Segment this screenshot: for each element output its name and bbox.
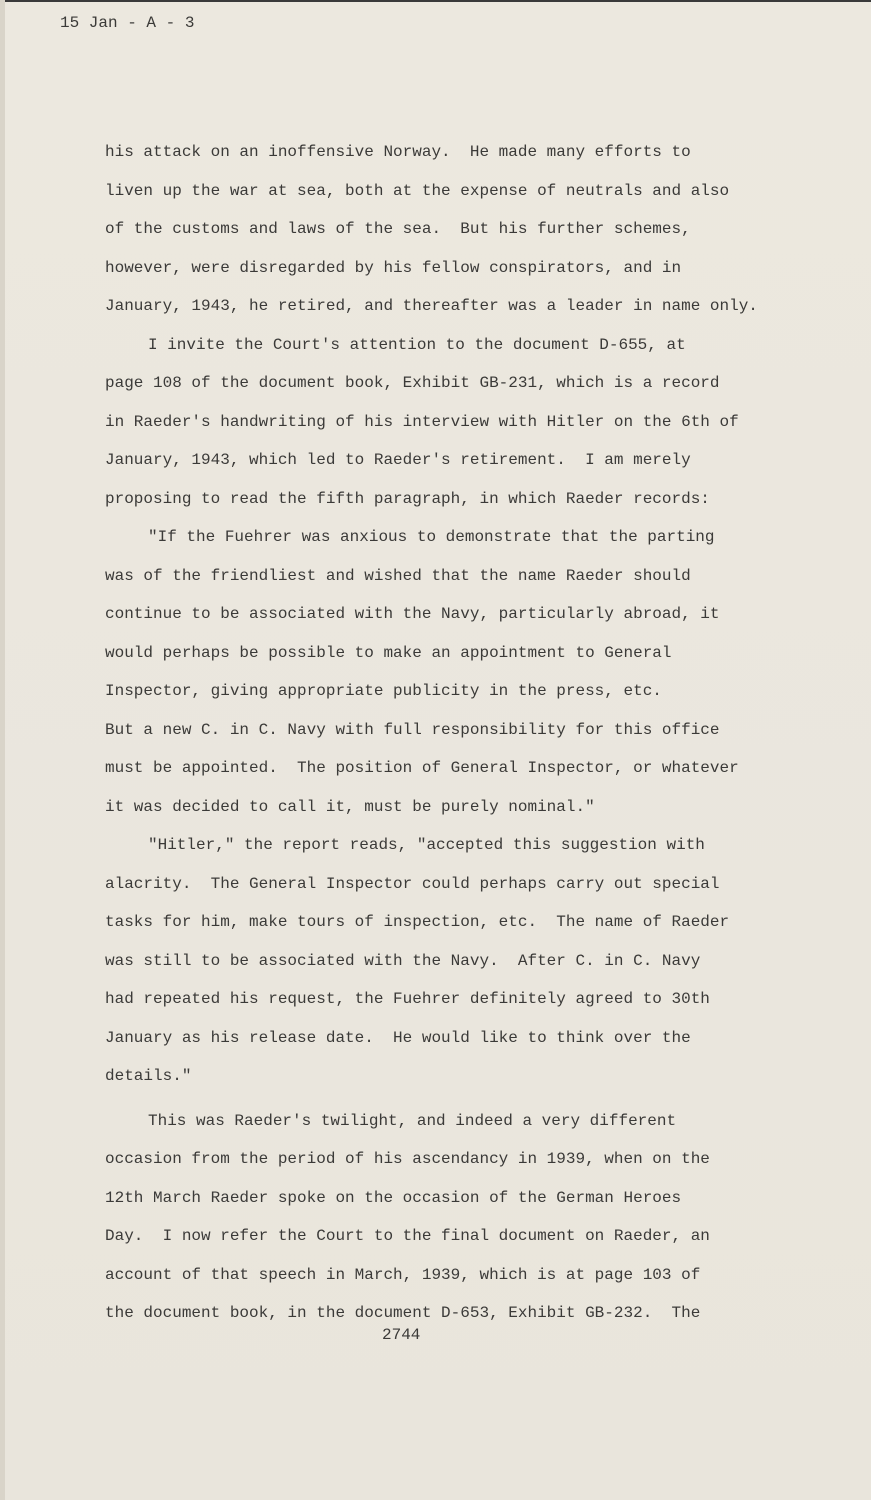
text-line: 12th March Raeder spoke on the occasion of the German Heroes xyxy=(105,1188,682,1207)
text-line: I invite the Court's attention to the document D-655, at xyxy=(148,335,686,354)
text-line: the document book, in the document D-653, Exhibit GB-232. The xyxy=(105,1304,701,1322)
page-edge xyxy=(0,0,5,1500)
text-line: January, 1943, he retired, and thereafter was a leader in name only. xyxy=(105,297,758,315)
text-line: Inspector, giving appropriate publicity in the press, etc. xyxy=(105,682,662,700)
text-line: Day. I now refer the Court to the final document on Raeder, an xyxy=(105,1227,710,1245)
text-line: proposing to read the fifth paragraph, in which Raeder records: xyxy=(105,489,710,508)
text-line: must be appointed. The position of General Inspector, or whatever xyxy=(105,759,739,777)
text-line: would perhaps be possible to make an appointment to General xyxy=(105,643,672,662)
text-line: his attack on an inoffensive Norway. He made many efforts to xyxy=(105,143,691,161)
text-line: was still to be associated with the Navy. After C. in C. Navy xyxy=(105,951,701,970)
text-line: occasion from the period of his ascendancy in 1939, when on the xyxy=(105,1150,710,1168)
text-line: January as his release date. He would like to think over the xyxy=(105,1028,691,1047)
text-line: alacrity. The General Inspector could perhaps carry out special xyxy=(105,874,720,893)
text-line: was of the friendliest and wished that the name Raeder should xyxy=(105,566,691,585)
text-line: of the customs and laws of the sea. But his further schemes, xyxy=(105,220,691,238)
text-line: liven up the war at sea, both at the expense of neutrals and also xyxy=(105,181,730,200)
text-line: however, were disregarded by his fellow conspirators, and in xyxy=(105,258,682,277)
document-body xyxy=(105,133,758,1333)
text-line: "Hitler," the report reads, "accepted this suggestion with xyxy=(148,836,705,854)
text-line: had repeated his request, the Fuehrer definitely agreed to 30th xyxy=(105,990,710,1008)
top-border xyxy=(0,0,871,2)
text-line: "If the Fuehrer was anxious to demonstrate that the parting xyxy=(148,528,715,546)
text-line: January, 1943, which led to Raeder's retirement. I am merely xyxy=(105,451,691,469)
text-line: details." xyxy=(105,1067,192,1085)
text-line: continue to be associated with the Navy, particularly abroad, it xyxy=(105,605,720,623)
text-line: it was decided to call it, must be purely nominal." xyxy=(105,797,595,816)
text-line: account of that speech in March, 1939, which is at page 103 of xyxy=(105,1265,701,1284)
text-line: This was Raeder's twilight, and indeed a very different xyxy=(148,1111,677,1130)
page-header: 15 Jan - A - 3 xyxy=(60,14,195,32)
text-line: tasks for him, make tours of inspection, etc. The name of Raeder xyxy=(105,913,730,931)
text-line: But a new C. in C. Navy with full responsibility for this office xyxy=(105,720,720,739)
text-line: page 108 of the document book, Exhibit GB-231, which is a record xyxy=(105,374,720,392)
page-number: 2744 xyxy=(382,1326,421,1344)
text-line: in Raeder's handwriting of his interview with Hitler on the 6th of xyxy=(105,412,739,431)
